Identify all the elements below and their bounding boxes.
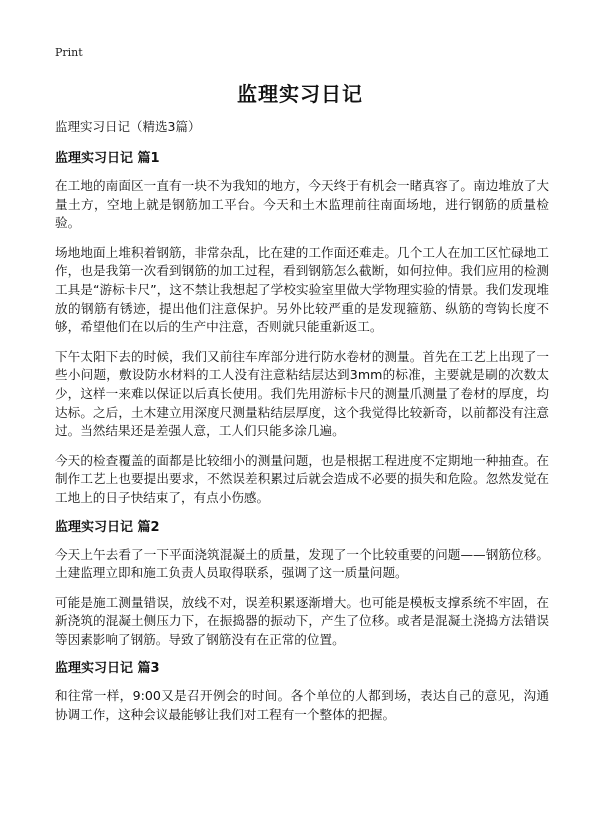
section-3 [55, 660, 549, 724]
print-link[interactable]: Print [55, 46, 83, 59]
paragraph: 和往常一样，9:00又是召开例会的时间。各个单位的人都到场，表达自己的意见，沟通协调工作，这种会议最能够让我们对工程有一个整体的把握。 [55, 688, 549, 723]
section-2 [55, 519, 549, 650]
paragraph: 场地地面上堆积着钢筋，非常杂乱，比在建的工作面还难走。几个工人在加工区忙碌地工作，也是我第一次看到钢筋的加工过程，看到钢筋怎么截断，如何拉伸。我们应用的检测工具是“游标卡尺”，这不禁让我想起了学校实验室里做大学物理实验的情景。我们发现堆放的钢筋有锈迹，提出他们注意保护。另外比较严重的是发现箍筋、纵筋的弯钩长度不够，希望他们在以后的生产中注意，否则就只能重新返工。 [55, 244, 549, 335]
document-subtitle: 监理实习日记（精选3篇） [55, 119, 201, 134]
section-heading: 监理实习日记 篇1 [55, 151, 160, 166]
paragraph: 下午太阳下去的时候，我们又前往车库部分进行防水卷材的测量。首先在工艺上出现了一些小问题，敷设防水材料的工人没有注意粘结层达到3mm的标准，主要就是刷的次数太少，这样一来难以保证以后真长使用。我们先用游标卡尺的测量爪测量了卷材的厚度，均达标。之后，土木建立用深度尺测量粘结层厚度，这个我觉得比较新奇，以前都没有注意过。当然结果还是差强人意，工人们只能多涂几遍。 [55, 348, 549, 439]
section-heading: 监理实习日记 篇3 [55, 661, 160, 677]
section-heading: 监理实习日记 篇2 [55, 519, 160, 535]
paragraph: 今天的检查覆盖的面都是比较细小的测量问题，也是根据工程进度不定期地一种抽查。在制作工艺上也要提出要求，不然误差积累过后就会造成不必要的损失和危险。忽然发觉在工地上的日子快结束了，有点小伤感。 [55, 452, 549, 505]
paragraph: 在工地的南面区一直有一块不为我知的地方，今天终于有机会一睹真容了。南边堆放了大量土方，空地上就是钢筋加工平台。今天和土木监理前往南面场地，进行钢筋的质量检验。 [55, 178, 549, 231]
page-title: 监理实习日记 [237, 82, 363, 106]
document-body [55, 118, 549, 735]
paragraph: 可能是施工测量错误，放线不对，误差积累逐渐增大。也可能是模板支撑系统不牢固，在新浇筑的混凝土侧压力下，在振捣器的振动下，产生了位移。或者是混凝土浇捣方法错误等因素影响了钢筋。导致了钢筋没有在正常的位置。 [55, 594, 549, 647]
paragraph: 今天上午去看了一下平面浇筑混凝土的质量，发现了一个比较重要的问题——钢筋位移。土建监理立即和施工负责人员取得联系，强调了这一质量问题。 [55, 546, 549, 581]
section-1 [55, 150, 549, 508]
